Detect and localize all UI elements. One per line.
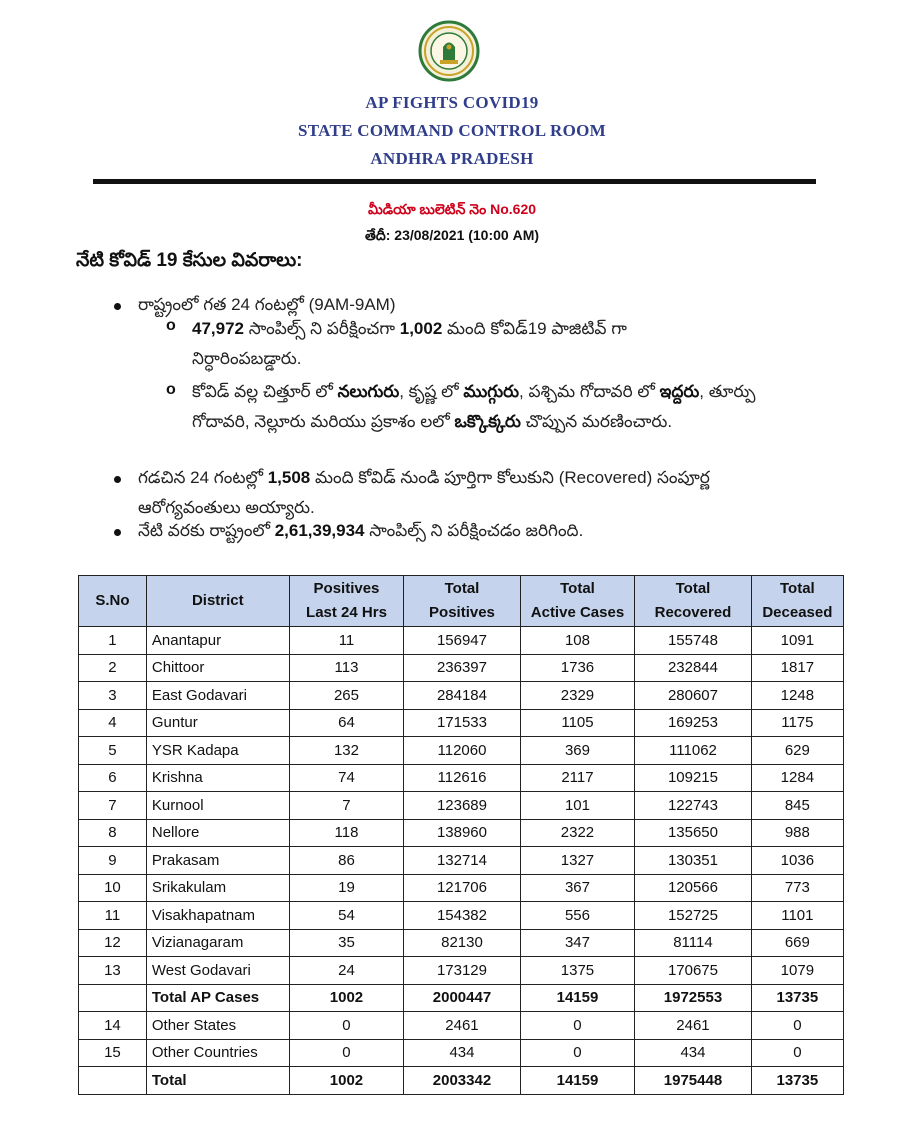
table-row bbox=[79, 654, 844, 682]
table-row bbox=[79, 819, 844, 847]
district-cases-table bbox=[78, 575, 844, 1095]
cell-total: 154382 bbox=[404, 902, 521, 930]
bulletin-date: తేదీ: 23/08/2021 (10:00 AM) bbox=[364, 227, 540, 243]
col-active-cases-l2: Active Cases bbox=[530, 604, 625, 621]
cell-sno: 2 bbox=[79, 654, 147, 682]
cell-pos24: 1002 bbox=[289, 1067, 403, 1095]
cell-district: Total AP Cases bbox=[146, 984, 289, 1012]
cell-deceased: 13735 bbox=[751, 984, 843, 1012]
col-recovered bbox=[635, 576, 752, 627]
cell-pos24: 54 bbox=[289, 902, 403, 930]
cell-active: 2117 bbox=[520, 764, 634, 792]
cell-deceased: 1091 bbox=[751, 627, 843, 655]
cell-recovered: 122743 bbox=[635, 792, 752, 820]
sub-bullet-2-text-a: కోవిడ్ వల్ల చిత్తూర్ లో bbox=[192, 382, 333, 401]
cell-deceased: 1079 bbox=[751, 957, 843, 985]
cell-recovered: 152725 bbox=[635, 902, 752, 930]
bullet-dot bbox=[114, 529, 121, 536]
cell-total: 284184 bbox=[404, 682, 521, 710]
col-total-positives bbox=[404, 576, 521, 627]
cell-active: 2329 bbox=[520, 682, 634, 710]
cell-sno: 9 bbox=[79, 847, 147, 875]
cell-district: Prakasam bbox=[146, 847, 289, 875]
table-row bbox=[79, 709, 844, 737]
cell-deceased: 13735 bbox=[751, 1067, 843, 1095]
table-row bbox=[79, 627, 844, 655]
cell-district: Srikakulam bbox=[146, 874, 289, 902]
table-row bbox=[79, 764, 844, 792]
cell-total: 173129 bbox=[404, 957, 521, 985]
table-row bbox=[79, 1039, 844, 1067]
cell-recovered: 135650 bbox=[635, 819, 752, 847]
cell-sno bbox=[79, 1067, 147, 1095]
bullet-3-text bbox=[138, 516, 838, 546]
col-recovered-l1: Total bbox=[675, 580, 711, 597]
cell-active: 367 bbox=[520, 874, 634, 902]
col-district: District bbox=[146, 576, 289, 627]
cell-district: YSR Kadapa bbox=[146, 737, 289, 765]
bullet-dot bbox=[114, 476, 121, 483]
cell-active: 369 bbox=[520, 737, 634, 765]
cell-pos24: 24 bbox=[289, 957, 403, 985]
cell-pos24: 118 bbox=[289, 819, 403, 847]
header-divider bbox=[93, 179, 816, 184]
sub-bullet-2-text-d: , తూర్పు bbox=[699, 382, 756, 401]
bullet-2-text-b: మంది కోవిడ్ నుండి పూర్తిగా కోలుకుని (Recovered) సంపూర్ణ bbox=[314, 468, 710, 487]
cell-sno: 11 bbox=[79, 902, 147, 930]
cell-active: 1105 bbox=[520, 709, 634, 737]
cell-recovered: 170675 bbox=[635, 957, 752, 985]
cell-sno: 8 bbox=[79, 819, 147, 847]
cell-recovered: 1972553 bbox=[635, 984, 752, 1012]
cell-district: Guntur bbox=[146, 709, 289, 737]
table-row bbox=[79, 792, 844, 820]
table-row bbox=[79, 1012, 844, 1040]
deaths-one-each: ఒక్కొక్కరు bbox=[454, 412, 521, 431]
cell-district: East Godavari bbox=[146, 682, 289, 710]
cell-total: 156947 bbox=[404, 627, 521, 655]
cell-active: 14159 bbox=[520, 1067, 634, 1095]
cell-active: 2322 bbox=[520, 819, 634, 847]
deaths-krishna: ముగ్గురు bbox=[463, 382, 520, 401]
section-heading: నేటి కోవిడ్ 19 కేసుల వివరాలు: bbox=[76, 250, 303, 271]
col-recovered-l2: Recovered bbox=[654, 604, 732, 621]
deaths-west-godavari: ఇద్దరు bbox=[659, 382, 700, 401]
cell-active: 14159 bbox=[520, 984, 634, 1012]
cell-district: West Godavari bbox=[146, 957, 289, 985]
cell-sno: 14 bbox=[79, 1012, 147, 1040]
header-line-1: AP FIGHTS COVID19 bbox=[365, 93, 539, 112]
cell-recovered: 434 bbox=[635, 1039, 752, 1067]
cell-deceased: 1175 bbox=[751, 709, 843, 737]
cell-total: 2000447 bbox=[404, 984, 521, 1012]
sub-bullet-1-text-c: నిర్ధారింపబడ్డారు. bbox=[192, 349, 302, 368]
bullet-1-text: రాష్ట్రంలో గత 24 గంటల్లో (9AM-9AM) bbox=[138, 295, 396, 314]
cell-sno: 15 bbox=[79, 1039, 147, 1067]
cell-sno: 7 bbox=[79, 792, 147, 820]
cell-pos24: 265 bbox=[289, 682, 403, 710]
bullet-3-text-b: సాంపిల్స్ ని పరీక్షించడం జరిగింది. bbox=[369, 521, 584, 540]
cell-pos24: 86 bbox=[289, 847, 403, 875]
table-row bbox=[79, 929, 844, 957]
total-samples: 2,61,39,934 bbox=[274, 521, 365, 540]
cell-sno: 5 bbox=[79, 737, 147, 765]
cell-district: Krishna bbox=[146, 764, 289, 792]
header-line-2: STATE COMMAND CONTROL ROOM bbox=[298, 121, 606, 140]
samples-tested: 47,972 bbox=[192, 319, 244, 338]
cell-district: Nellore bbox=[146, 819, 289, 847]
cell-recovered: 155748 bbox=[635, 627, 752, 655]
col-deceased bbox=[751, 576, 843, 627]
cell-total: 236397 bbox=[404, 654, 521, 682]
table-row bbox=[79, 682, 844, 710]
col-active-cases bbox=[520, 576, 634, 627]
cell-sno bbox=[79, 984, 147, 1012]
cell-deceased: 1284 bbox=[751, 764, 843, 792]
cell-total: 2461 bbox=[404, 1012, 521, 1040]
cell-active: 556 bbox=[520, 902, 634, 930]
positive-count: 1,002 bbox=[399, 319, 443, 338]
deaths-chittoor: నలుగురు bbox=[337, 382, 400, 401]
cell-recovered: 130351 bbox=[635, 847, 752, 875]
recovered-count: 1,508 bbox=[267, 468, 311, 487]
col-deceased-l1: Total bbox=[780, 580, 815, 597]
cell-active: 108 bbox=[520, 627, 634, 655]
cell-deceased: 0 bbox=[751, 1039, 843, 1067]
cell-total: 132714 bbox=[404, 847, 521, 875]
bullet-dot bbox=[114, 303, 121, 310]
cell-district: Visakhapatnam bbox=[146, 902, 289, 930]
cell-pos24: 0 bbox=[289, 1039, 403, 1067]
sub-bullet-2 bbox=[192, 377, 842, 437]
sub-bullet-2-text-b: , కృష్ణ లో bbox=[399, 382, 459, 401]
col-active-cases-l1: Total bbox=[560, 580, 595, 597]
cell-recovered: 81114 bbox=[635, 929, 752, 957]
cell-total: 123689 bbox=[404, 792, 521, 820]
cell-deceased: 1817 bbox=[751, 654, 843, 682]
cell-sno: 13 bbox=[79, 957, 147, 985]
cell-pos24: 19 bbox=[289, 874, 403, 902]
cell-sno: 6 bbox=[79, 764, 147, 792]
cell-pos24: 7 bbox=[289, 792, 403, 820]
sub-bullet-marker: o bbox=[166, 317, 176, 334]
cell-sno: 12 bbox=[79, 929, 147, 957]
bullet-3-text-a: నేటి వరకు రాష్ట్రంలో bbox=[138, 521, 270, 540]
cell-pos24: 11 bbox=[289, 627, 403, 655]
cell-district: Other Countries bbox=[146, 1039, 289, 1067]
cell-recovered: 2461 bbox=[635, 1012, 752, 1040]
cell-deceased: 1101 bbox=[751, 902, 843, 930]
cell-deceased: 629 bbox=[751, 737, 843, 765]
cell-total: 112060 bbox=[404, 737, 521, 765]
cell-active: 1736 bbox=[520, 654, 634, 682]
sub-bullet-marker: o bbox=[166, 381, 176, 398]
sub-bullet-2-text-e: గోదావరి, నెల్లూరు మరియు ప్రకాశం లలో bbox=[192, 412, 450, 431]
cell-recovered: 109215 bbox=[635, 764, 752, 792]
sub-bullet-2-text-c: , పశ్చిమ గోదావరి లో bbox=[519, 382, 655, 401]
cell-pos24: 113 bbox=[289, 654, 403, 682]
cell-pos24: 64 bbox=[289, 709, 403, 737]
table-total-row bbox=[79, 984, 844, 1012]
header-line-3: ANDHRA PRADESH bbox=[370, 149, 534, 168]
cell-deceased: 669 bbox=[751, 929, 843, 957]
cell-sno: 10 bbox=[79, 874, 147, 902]
cell-district: Kurnool bbox=[146, 792, 289, 820]
table-row bbox=[79, 902, 844, 930]
cell-total: 82130 bbox=[404, 929, 521, 957]
sub-bullet-1-text-b: మంది కోవిడ్19 పాజిటివ్ గా bbox=[447, 319, 627, 338]
cell-sno: 4 bbox=[79, 709, 147, 737]
cell-deceased: 1248 bbox=[751, 682, 843, 710]
cell-active: 0 bbox=[520, 1012, 634, 1040]
cell-deceased: 845 bbox=[751, 792, 843, 820]
sub-bullet-2-text-f: చొప్పున మరణించారు. bbox=[525, 412, 673, 431]
cell-sno: 1 bbox=[79, 627, 147, 655]
cell-district: Other States bbox=[146, 1012, 289, 1040]
cell-active: 1327 bbox=[520, 847, 634, 875]
cell-district: Vizianagaram bbox=[146, 929, 289, 957]
cell-active: 101 bbox=[520, 792, 634, 820]
table-header-row bbox=[79, 576, 844, 627]
cell-recovered: 232844 bbox=[635, 654, 752, 682]
sub-bullet-1-text-a: సాంపిల్స్ ని పరీక్షించగా bbox=[248, 319, 396, 338]
cell-recovered: 280607 bbox=[635, 682, 752, 710]
cell-deceased: 0 bbox=[751, 1012, 843, 1040]
cell-district: Chittoor bbox=[146, 654, 289, 682]
col-sno: S.No bbox=[79, 576, 147, 627]
cell-district: Anantapur bbox=[146, 627, 289, 655]
cell-total: 138960 bbox=[404, 819, 521, 847]
bullet-2-text-a: గడచిన 24 గంటల్లో bbox=[138, 468, 263, 487]
cell-recovered: 120566 bbox=[635, 874, 752, 902]
cell-pos24: 35 bbox=[289, 929, 403, 957]
cell-total: 2003342 bbox=[404, 1067, 521, 1095]
col-positives-24h bbox=[289, 576, 403, 627]
cell-recovered: 1975448 bbox=[635, 1067, 752, 1095]
cell-recovered: 169253 bbox=[635, 709, 752, 737]
col-total-positives-l1: Total bbox=[444, 580, 480, 597]
col-positives-24h-l1: Positives bbox=[313, 580, 380, 597]
cell-active: 1375 bbox=[520, 957, 634, 985]
cell-active: 347 bbox=[520, 929, 634, 957]
cell-total: 171533 bbox=[404, 709, 521, 737]
table-row bbox=[79, 737, 844, 765]
bulletin-number: మీడియా బులెటిన్ నెం No.620 bbox=[367, 201, 537, 217]
col-positives-24h-l2: Last 24 Hrs bbox=[306, 604, 387, 621]
table-total-row bbox=[79, 1067, 844, 1095]
cell-district: Total bbox=[146, 1067, 289, 1095]
state-emblem-icon bbox=[418, 20, 480, 82]
cell-active: 0 bbox=[520, 1039, 634, 1067]
cell-pos24: 0 bbox=[289, 1012, 403, 1040]
sub-bullet-1 bbox=[192, 314, 812, 374]
cell-sno: 3 bbox=[79, 682, 147, 710]
cell-total: 112616 bbox=[404, 764, 521, 792]
cell-recovered: 111062 bbox=[635, 737, 752, 765]
table-row bbox=[79, 957, 844, 985]
cell-pos24: 132 bbox=[289, 737, 403, 765]
cell-pos24: 74 bbox=[289, 764, 403, 792]
cell-pos24: 1002 bbox=[289, 984, 403, 1012]
table-row bbox=[79, 847, 844, 875]
bullet-2-text bbox=[138, 463, 838, 523]
table-row bbox=[79, 874, 844, 902]
cell-total: 434 bbox=[404, 1039, 521, 1067]
cell-deceased: 773 bbox=[751, 874, 843, 902]
bullet-2-text-c: ఆరోగ్యవంతులు అయ్యారు. bbox=[138, 498, 315, 517]
col-total-positives-l2: Positives bbox=[429, 604, 495, 621]
cell-deceased: 1036 bbox=[751, 847, 843, 875]
cell-total: 121706 bbox=[404, 874, 521, 902]
cell-deceased: 988 bbox=[751, 819, 843, 847]
col-deceased-l2: Deceased bbox=[762, 604, 833, 621]
